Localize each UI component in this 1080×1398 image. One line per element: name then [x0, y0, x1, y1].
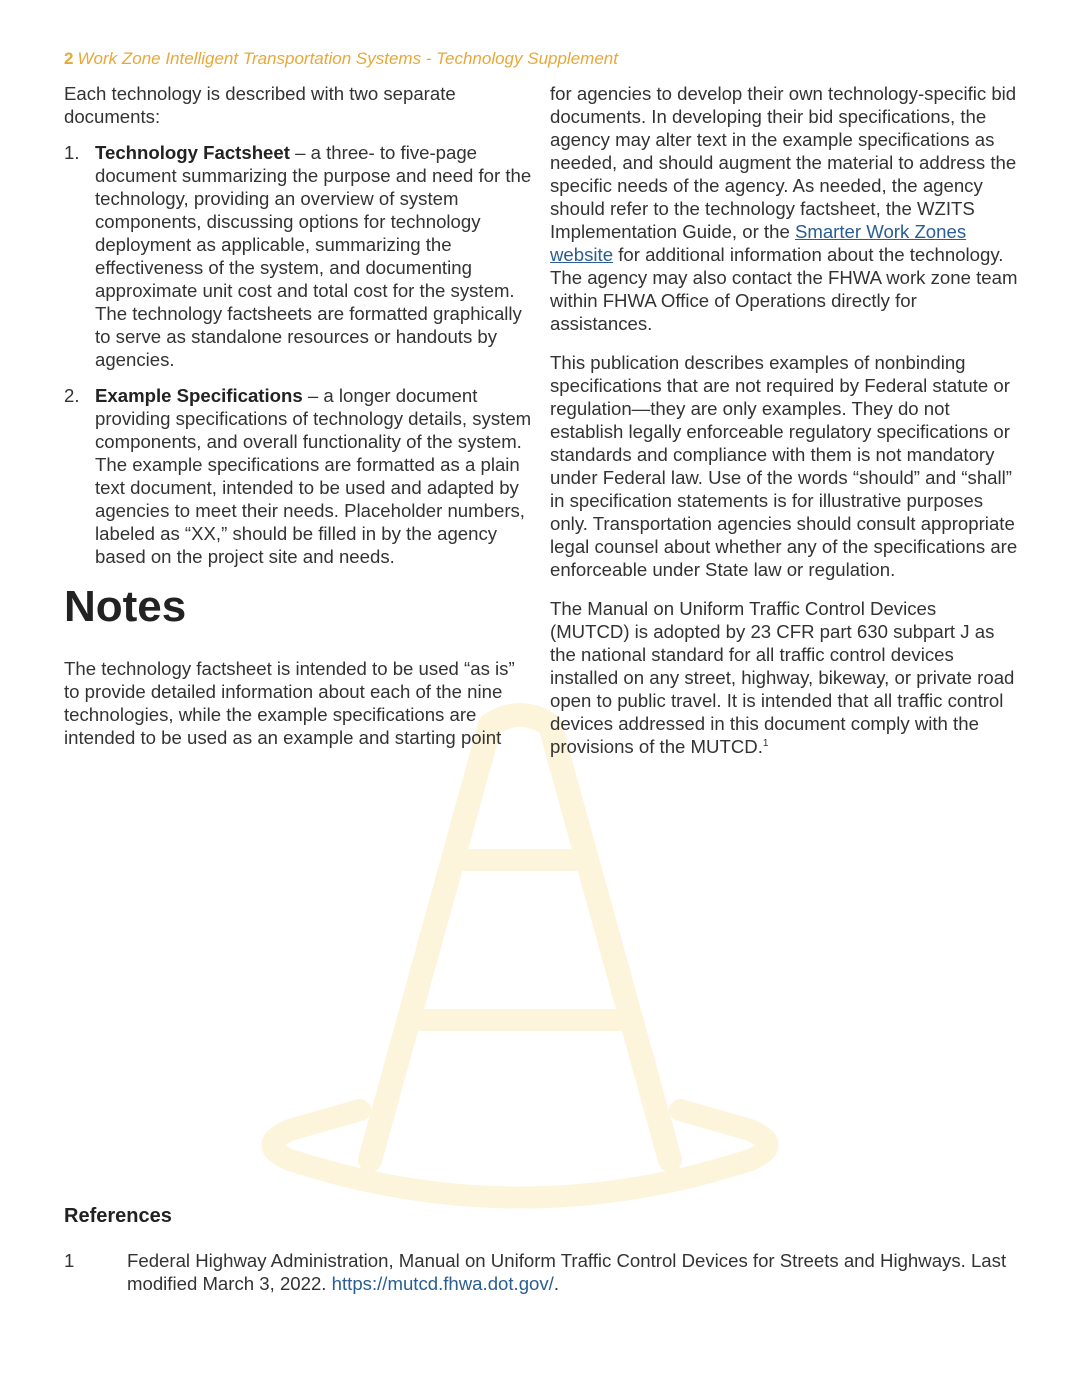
reference-item [64, 1249, 1024, 1295]
list-item-specifications [64, 384, 534, 568]
notes-heading: Notes [64, 582, 187, 631]
list-item-text: – a three- to five-page document summarizing the purpose and need for the technology, providing an overview of system components, discussing options for technology deployment as applicable, summarizing the effectiveness of the system, and documenting approximate unit cost and total cost for the system. The technology factsheets are formatted graphically to serve as standalone resources or handouts by agencies. [95, 142, 532, 370]
list-number: 1. [64, 142, 80, 163]
references-section [64, 1203, 1024, 1295]
reference-period: . [553, 1273, 560, 1294]
page-header [64, 48, 618, 70]
traffic-cone-icon [250, 690, 790, 1235]
list-number: 2. [64, 385, 80, 406]
mutcd-url-link[interactable]: https://mutcd.fhwa.dot.gov/ [331, 1273, 554, 1294]
intro-paragraph: Each technology is described with two separate documents: [64, 83, 456, 127]
left-column [64, 82, 534, 749]
list-item-title: Example Specifications [95, 385, 303, 406]
list-item-text: – a longer document providing specifications of technology details, system components, and overall functionality of the system. The example specifications are formatted as a plain text document, intended to be used and adapted by agencies to meet their needs. Placeholder numbers, labeled as “XX,” should be filled in by the agency based on the project site and needs. [95, 385, 532, 567]
smarter-work-zones-link[interactable]: Smarter Work Zones website [550, 221, 967, 265]
references-heading: References [64, 1205, 172, 1227]
disclaimer-paragraph: This publication describes examples of nonbinding specifications that are not required by Federal statute or regulation—they are only examples. They do not establish legally enforceable regulatory specifications or standards and compliance with them is not mandatory under Federal law. Use of the words “should” and “shall” in specification statements is for illustrative purposes only. Transportation agencies should consult appropriate legal counsel about whether any of the specifications are enforceable under State law or regulation. [550, 352, 1018, 580]
continued-paragraph [550, 82, 1020, 335]
footnote-marker[interactable]: 1 [762, 737, 769, 749]
notes-paragraph: The technology factsheet is intended to be used “as is” to provide detailed information about each of the nine technologies, while the example specifications are intended to be used as an example and starting point [64, 658, 515, 748]
list-item-factsheet [64, 141, 534, 371]
reference-text: Federal Highway Administration, Manual on Uniform Traffic Control Devices for Streets and Highways. Last modified March 3, 2022. [127, 1250, 1007, 1294]
right-column [550, 82, 1020, 758]
paragraph-text-after-link: for additional information about the technology. The agency may also contact the FHWA work zone team within FHWA Office of Operations directly for assistances. [550, 244, 1018, 334]
page-number: 2 [64, 49, 74, 68]
document-list [64, 141, 534, 568]
mutcd-text: The Manual on Uniform Traffic Control Devices (MUTCD) is adopted by 23 CFR part 630 subpart J as the national standard for all traffic control devices installed on any street, highway, bikeway, or private road open to public travel. It is intended that all traffic control devices addressed in this document comply with the provisions of the MUTCD. [550, 598, 1015, 757]
mutcd-paragraph [550, 597, 1020, 758]
paragraph-text-before-link: for agencies to develop their own technology-specific bid documents. In developing their bid specifications, the agency may alter text in the example specifications as needed, and should augment the material to address the specific needs of the agency. As needed, the agency should refer to the technology factsheet, the WZITS Implementation Guide, or the [550, 83, 1017, 242]
header-title: Work Zone Intelligent Transportation Systems - Technology Supplement [77, 49, 618, 68]
list-item-title: Technology Factsheet [95, 142, 290, 163]
reference-number: 1 [64, 1250, 75, 1271]
